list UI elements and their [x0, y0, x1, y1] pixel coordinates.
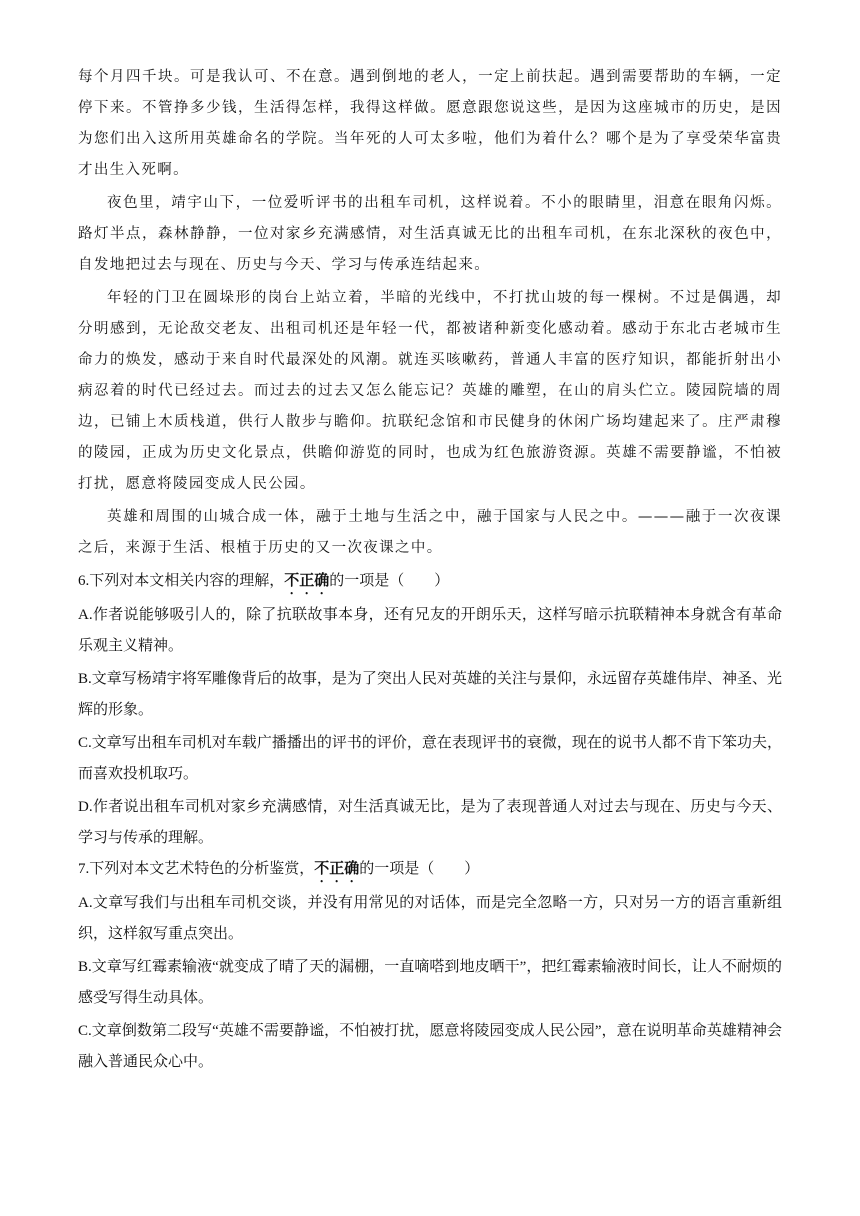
option-b: B.文章写红霉素输液“就变成了晴了天的漏棚，一直嘀嗒到地皮晒干”，把红霉素输液时间长，让人不耐烦的感受写得生动具体。 — [78, 959, 782, 1006]
passage-paragraph: 每个月四千块。可是我认可、不在意。遇到倒地的老人，一定上前扶起。遇到需要帮助的车辆，一定停下来。不管挣多少钱，生活得怎样，我得这样做。愿意跟您说这些，是因为这座城市的历史，是因为您们出入这所用英雄命名的学院。当年死的人可太多啦，他们为着什么？哪个是为了享受荣华富贵才出生入死啊。 — [78, 69, 782, 178]
question-stem-prefix: 7.下列对本文艺术特色的分析鉴赏， — [78, 861, 315, 877]
question-stem-suffix: 的一项是（ ） — [359, 861, 480, 877]
passage-paragraph: 英雄和周围的山城合成一体，融于土地与生活之中，融于国家与人民之中。———融于一次夜课之后，来源于生活、根植于历史的又一次夜课之中。 — [78, 509, 782, 556]
question-stem — [78, 566, 782, 598]
question-stem-prefix: 6.下列对本文相关内容的理解， — [78, 573, 285, 589]
option-a: A.文章写我们与出租车司机交谈，并没有用常见的对话体，而是完全忽略一方，只对另一方的语言重新组织，这样叙写重点突出。 — [78, 895, 782, 942]
question-stem-emphasis: 不正确 — [284, 573, 330, 589]
question-6 — [78, 566, 782, 854]
question-7 — [78, 854, 782, 1078]
question-stem-suffix: 的一项是（ ） — [329, 573, 450, 589]
question-list — [78, 566, 782, 1078]
option-a: A.作者说能够吸引人的，除了抗联故事本身，还有兄友的开朗乐天，这样写暗示抗联精神本身就含有革命乐观主义精神。 — [78, 607, 782, 654]
option-b: B.文章写杨靖宇将军雕像背后的故事，是为了突出人民对英雄的关注与景仰，永远留存英雄伟岸、神圣、光辉的形象。 — [78, 671, 782, 718]
option-c: C.文章写出租车司机对车载广播播出的评书的评价，意在表现评书的衰微，现在的说书人都不肯下笨功夫，而喜欢投机取巧。 — [78, 735, 782, 782]
passage-paragraph: 年轻的门卫在圆垛形的岗台上站立着，半暗的光线中，不打扰山坡的每一棵树。不过是偶遇，却分明感到，无论敌交老友、出租司机还是年轻一代，都被诸种新变化感动着。感动于东北古老城市生命力的焕发，感动于来自时代最深处的风潮。就连买咳嗽药，普通人丰富的医疗知识，都能折射出小病忍着的时代已经过去。而过去的过去又怎么能忘记？英雄的雕塑，在山的肩头伫立。陵园院墙的周边，已铺上木质栈道，供行人散步与瞻仰。抗联纪念馆和市民健身的休闲广场均建起来了。庄严肃穆的陵园，正成为历史文化景点，供瞻仰游览的同时，也成为红色旅游资源。英雄不需要静谧，不怕被打扰，愿意将陵园变成人民公园。 — [78, 290, 782, 492]
reading-passage — [78, 62, 782, 564]
document-page — [78, 62, 782, 1078]
passage-paragraph: 夜色里，靖宇山下，一位爱听评书的出租车司机，这样说着。不小的眼睛里，泪意在眼角闪烁。路灯半点，森林静静，一位对家乡充满感情，对生活真诚无比的出租车司机，在东北深秋的夜色中，自发地把过去与现在、历史与今天、学习与传承连结起来。 — [78, 195, 782, 273]
option-d: D.作者说出租车司机对家乡充满感情，对生活真诚无比，是为了表现普通人对过去与现在、历史与今天、学习与传承的理解。 — [78, 799, 782, 846]
option-c: C.文章倒数第二段写“英雄不需要静谧，不怕被打扰，愿意将陵园变成人民公园”，意在说明革命英雄精神会融入普通民众心中。 — [78, 1023, 782, 1070]
question-stem-emphasis: 不正确 — [314, 861, 360, 877]
question-stem — [78, 854, 782, 886]
